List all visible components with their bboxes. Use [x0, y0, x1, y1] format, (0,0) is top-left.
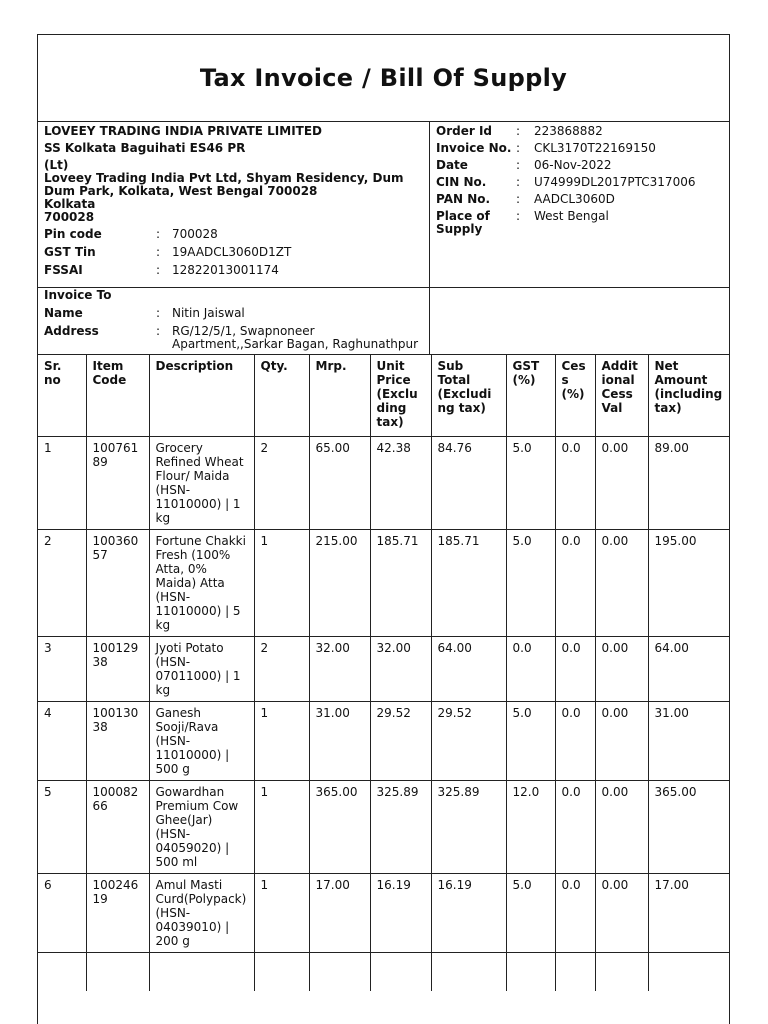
colon: : [516, 209, 521, 223]
table-cell: 0.0 [555, 437, 595, 530]
table-cell: 31.00 [309, 702, 370, 781]
seller-block [38, 121, 430, 288]
table-cell: 5 [38, 781, 86, 874]
table-cell-empty [648, 953, 730, 992]
colon: : [156, 227, 161, 241]
table-cell: 365.00 [648, 781, 730, 874]
table-cell: 365.00 [309, 781, 370, 874]
table-cell: 10076189 [86, 437, 149, 530]
colon: : [156, 263, 161, 277]
table-cell: 31.00 [648, 702, 730, 781]
table-cell: 0.00 [595, 437, 648, 530]
order-field-row [436, 193, 723, 206]
order-field-row [436, 159, 723, 172]
column-header: Unit Price (Excluding tax) [370, 355, 431, 437]
table-cell: 5.0 [506, 437, 555, 530]
table-cell: 10008266 [86, 781, 149, 874]
seller-store: SS Kolkata Baguihati ES46 PR [44, 141, 246, 155]
table-cell: 0.0 [555, 530, 595, 637]
table-cell: 17.00 [648, 874, 730, 953]
table-cell: 10036057 [86, 530, 149, 637]
seller-store-suffix: (Lt) [44, 158, 69, 172]
table-cell: 0.00 [595, 702, 648, 781]
table-cell: 12.0 [506, 781, 555, 874]
table-cell: Amul Masti Curd(Polypack) (HSN-04039010) | 200 g [149, 874, 254, 953]
table-cell: 325.89 [431, 781, 506, 874]
table-cell-empty [431, 953, 506, 992]
seller-field-label: Pin code [44, 227, 102, 241]
table-cell: 185.71 [370, 530, 431, 637]
table-cell: 16.19 [370, 874, 431, 953]
seller-field-value: 12822013001174 [172, 263, 279, 277]
table-cell: 10012938 [86, 637, 149, 702]
table-cell-empty [506, 953, 555, 992]
table-row [38, 530, 730, 637]
order-field-value: CKL3170T22169150 [534, 141, 656, 155]
colon: : [516, 192, 521, 206]
table-cell: Gowardhan Premium Cow Ghee(Jar) (HSN-04059020) | 500 ml [149, 781, 254, 874]
table-cell: 1 [254, 781, 309, 874]
table-cell: 64.00 [431, 637, 506, 702]
table-row [38, 874, 730, 953]
table-cell: 42.38 [370, 437, 431, 530]
table-cell: 3 [38, 637, 86, 702]
seller-field-value: 19AADCL3060D1ZT [172, 245, 292, 259]
table-cell: 325.89 [370, 781, 431, 874]
table-cell: 0.00 [595, 781, 648, 874]
order-field-label: PAN No. [436, 192, 491, 206]
table-cell: 5.0 [506, 530, 555, 637]
column-header: Item Code [86, 355, 149, 437]
column-header: Qty. [254, 355, 309, 437]
table-cell: 4 [38, 702, 86, 781]
table-cell-empty [254, 953, 309, 992]
table-cell-empty [149, 953, 254, 992]
order-field-row [436, 176, 723, 189]
table-cell: 2 [254, 437, 309, 530]
column-header: Net Amount (including tax) [648, 355, 730, 437]
table-row [38, 437, 730, 530]
table-cell-empty [555, 953, 595, 992]
order-field-row [436, 142, 723, 155]
column-header: Sr. no [38, 355, 86, 437]
invoice-title: Tax Invoice / Bill Of Supply [38, 35, 729, 122]
table-cell: 29.52 [370, 702, 431, 781]
seller-pincode-line: 700028 [44, 210, 95, 224]
table-cell: 215.00 [309, 530, 370, 637]
table-cell: 0.00 [595, 637, 648, 702]
seller-field-label: GST Tin [44, 245, 96, 259]
column-header: Additional Cess Val [595, 355, 648, 437]
column-header: Mrp. [309, 355, 370, 437]
table-cell: 0.00 [595, 530, 648, 637]
order-field-value: AADCL3060D [534, 192, 615, 206]
table-cell: 2 [254, 637, 309, 702]
order-field-row [436, 125, 723, 138]
order-field-value: U74999DL2017PTC317006 [534, 175, 696, 189]
order-field-value: 223868882 [534, 124, 603, 138]
customer-name: Nitin Jaiswal [172, 306, 245, 320]
invoice-to-block [38, 288, 430, 355]
table-cell: 5.0 [506, 702, 555, 781]
customer-address-label: Address [44, 324, 99, 338]
customer-name-row: Name : Nitin Jaiswal [44, 307, 423, 320]
table-row-empty [38, 953, 730, 992]
table-cell: 64.00 [648, 637, 730, 702]
colon: : [516, 124, 521, 138]
table-cell: 0.0 [555, 781, 595, 874]
table-cell: 5.0 [506, 874, 555, 953]
table-cell: Jyoti Potato (HSN-07011000) | 1 kg [149, 637, 254, 702]
colon: : [156, 245, 161, 259]
table-cell: 32.00 [370, 637, 431, 702]
table-cell: 89.00 [648, 437, 730, 530]
order-field-label: Invoice No. [436, 141, 512, 155]
invoice-to-empty-cell [430, 288, 729, 355]
table-cell: 65.00 [309, 437, 370, 530]
order-field-value: West Bengal [534, 209, 609, 223]
table-cell: 0.0 [555, 702, 595, 781]
table-cell: 17.00 [309, 874, 370, 953]
seller-field-value: 700028 [172, 227, 218, 241]
colon: : [516, 141, 521, 155]
seller-field-row [44, 264, 423, 277]
column-header: Cess (%) [555, 355, 595, 437]
table-cell: Ganesh Sooji/Rava (HSN-11010000) | 500 g [149, 702, 254, 781]
seller-city: Kolkata [44, 197, 96, 211]
table-cell: 1 [254, 530, 309, 637]
table-cell-empty [595, 953, 648, 992]
invoice-to-heading: Invoice To [44, 288, 112, 302]
column-header: Description [149, 355, 254, 437]
table-cell: 0.00 [595, 874, 648, 953]
column-header: GST (%) [506, 355, 555, 437]
customer-name-label: Name [44, 306, 83, 320]
table-cell-empty [86, 953, 149, 992]
seller-address: Loveey Trading India Pvt Ltd, Shyam Residency, Dum Dum Park, Kolkata, West Bengal 700028 [44, 171, 404, 198]
table-cell: 185.71 [431, 530, 506, 637]
customer-address-row: Address : RG/12/5/1, Swapnoneer Apartment,,Sarkar Bagan, Raghunathpur [44, 325, 423, 351]
table-cell: Grocery Refined Wheat Flour/ Maida (HSN-11010000) | 1 kg [149, 437, 254, 530]
table-cell: 1 [254, 702, 309, 781]
seller-field-label: FSSAI [44, 263, 83, 277]
order-field-label: Date [436, 158, 468, 172]
table-cell: 32.00 [309, 637, 370, 702]
table-cell: 0.0 [555, 637, 595, 702]
table-cell: 2 [38, 530, 86, 637]
seller-field-row [44, 246, 423, 259]
table-row [38, 637, 730, 702]
table-header-row [38, 355, 730, 437]
order-field-value: 06-Nov-2022 [534, 158, 612, 172]
table-cell: 16.19 [431, 874, 506, 953]
table-cell-empty [38, 953, 86, 992]
table-cell: 195.00 [648, 530, 730, 637]
invoice-frame [37, 34, 730, 1024]
table-cell: 1 [38, 437, 86, 530]
table-cell: 0.0 [555, 874, 595, 953]
table-cell-empty [309, 953, 370, 992]
order-field-row [436, 210, 723, 236]
order-field-label: CIN No. [436, 175, 487, 189]
table-cell-empty [370, 953, 431, 992]
table-cell: Fortune Chakki Fresh (100% Atta, 0% Maida) Atta (HSN-11010000) | 5 kg [149, 530, 254, 637]
seller-name: LOVEEY TRADING INDIA PRIVATE LIMITED [44, 124, 323, 138]
items-table [38, 355, 730, 991]
table-cell: 0.0 [506, 637, 555, 702]
colon: : [516, 175, 521, 189]
table-cell: 29.52 [431, 702, 506, 781]
colon: : [516, 158, 521, 172]
seller-field-row [44, 228, 423, 241]
table-cell: 6 [38, 874, 86, 953]
table-cell: 10024619 [86, 874, 149, 953]
order-details-block [430, 121, 729, 288]
table-cell: 10013038 [86, 702, 149, 781]
table-cell: 84.76 [431, 437, 506, 530]
table-row [38, 781, 730, 874]
table-cell: 1 [254, 874, 309, 953]
column-header: Sub Total (Excluding tax) [431, 355, 506, 437]
table-row [38, 702, 730, 781]
order-field-label: Order Id [436, 124, 492, 138]
order-field-label: Place of Supply [436, 209, 490, 236]
customer-address: RG/12/5/1, Swapnoneer Apartment,,Sarkar Bagan, Raghunathpur [172, 324, 419, 351]
